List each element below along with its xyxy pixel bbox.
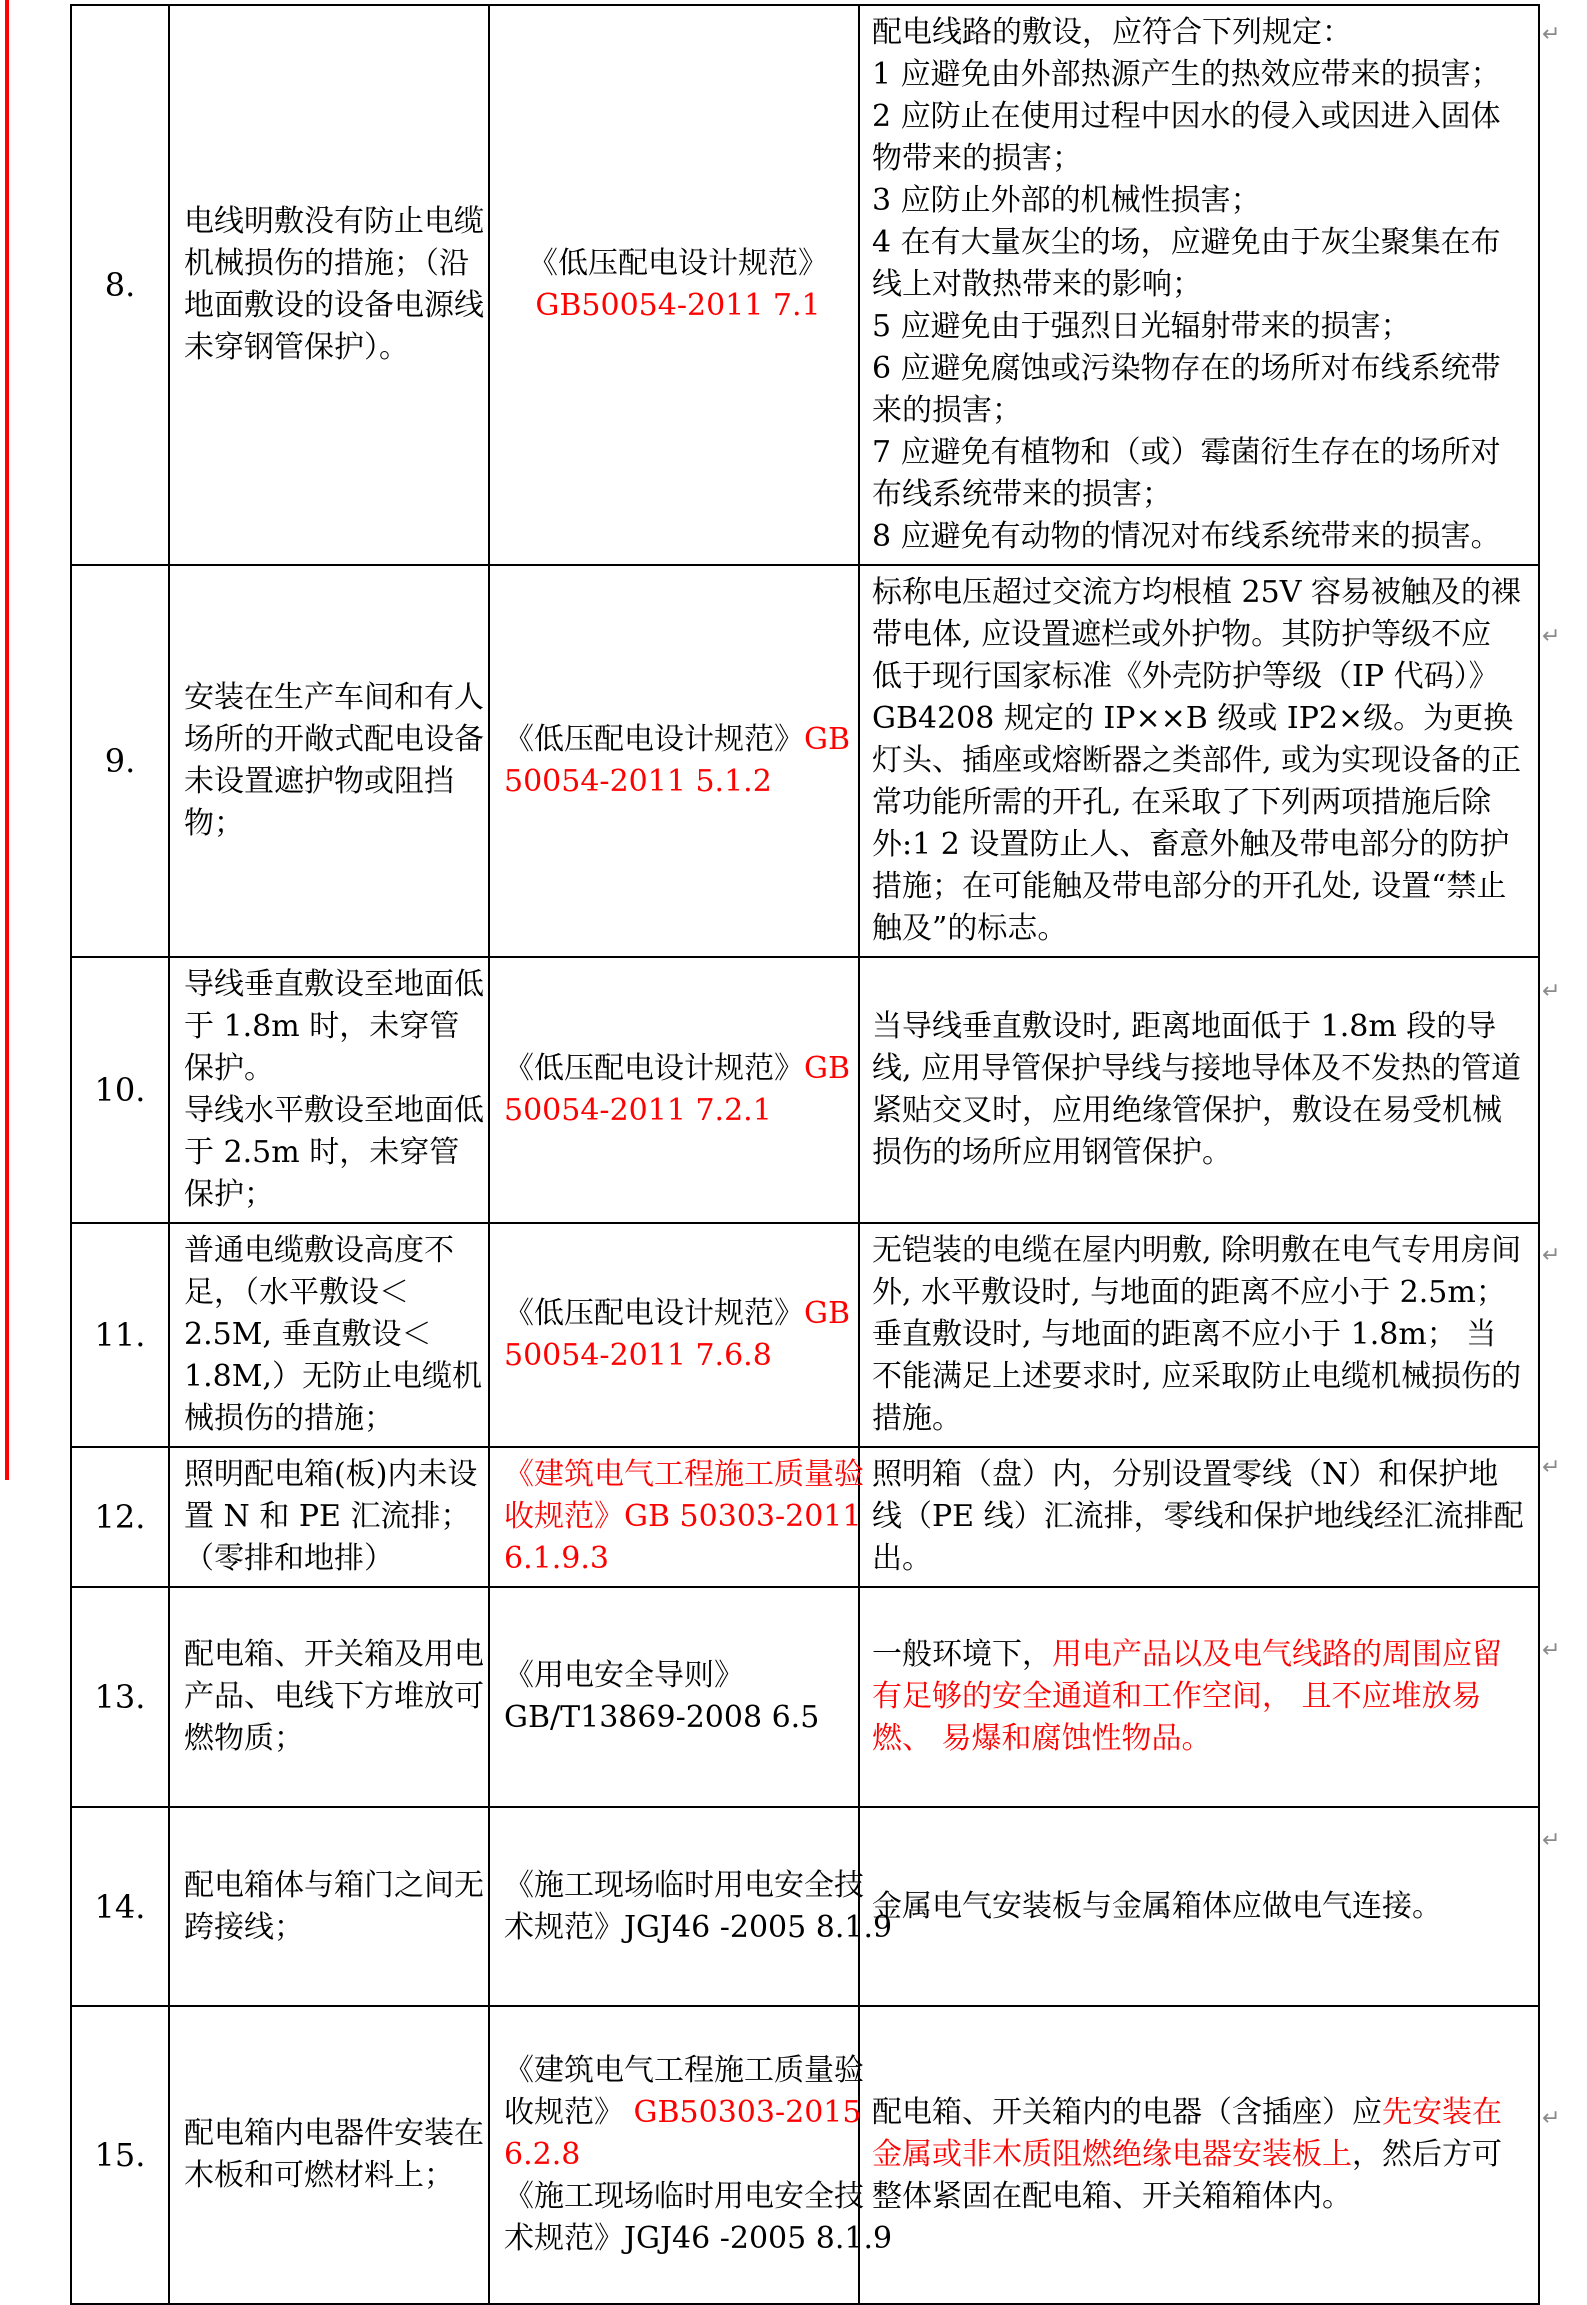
reference-line [504,2176,864,2218]
problem-cell [169,565,489,957]
problem-paragraph: 导线垂直敷设至地面低于 1.8m 时，未穿管保护。 [184,967,484,1086]
paragraph-mark-icon: ↵ [1542,1455,1561,1480]
reference-line [504,761,852,803]
row-number-cell [71,1807,169,2006]
red-text-run: 收规范》GB 50303-2011 [504,1499,862,1534]
reference-line [504,1538,852,1580]
paragraph-mark-icon: ↵ [1542,2106,1561,2131]
reference-line [504,719,852,761]
table-row-15 [71,2006,1539,2304]
regulation-paragraph [872,54,1524,96]
inspection-table-wrap [70,4,1540,2305]
regulation-paragraph [872,1886,1524,1928]
table-row-9 [71,565,1539,957]
row-number-cell [71,5,169,565]
problem-paragraph: 导线水平敷设至地面低于 2.5m 时，未穿管保护； [184,1093,484,1212]
text-run: 《建筑电气工程施工质量验 [504,2053,864,2088]
text-run: 3 应防止外部的机械性损害； [872,183,1261,218]
regulation-cell [859,1447,1539,1587]
problem-cell [169,957,489,1223]
problem-paragraph: 照明配电箱(板)内未设置 N 和 PE 汇流排；（零排和地排） [184,1457,478,1576]
text-run: 一般环境下， [872,1637,1052,1672]
text-run: 《低压配电设计规范》 [528,246,828,281]
text-run: 8 应避免有动物的情况对布线系统带来的损害。 [872,519,1501,554]
reference-cell [489,1807,893,2006]
red-text-run: GB50303-2015 [624,2095,862,2130]
problem-paragraph: 电线明敷没有防止电缆机械损伤的措施；（沿地面敷设的设备电源线未穿钢管保护）。 [184,204,484,365]
reference-cell [489,2006,893,2304]
row-number-cell [71,565,169,957]
row-number-cell [71,1587,169,1807]
paragraph-mark-icon: ↵ [1542,624,1561,649]
reference-line [504,285,852,327]
text-run: 术规范》JGJ46 -2005 8.1.9 [504,1909,893,1945]
row-number-cell [71,957,169,1223]
table-row-13 [71,1587,1539,1807]
revision-change-bar [5,0,9,1480]
regulation-cell [859,5,1539,565]
text-run: 术规范》JGJ46 -2005 8.1.9 [504,2221,893,2256]
reference-line [504,1293,852,1335]
regulation-paragraph [872,12,1524,54]
problem-cell [169,5,489,565]
red-text-run: 先安装在金属或非木质阻燃绝缘电器安装板上 [872,2095,1502,2172]
row-number: 14. [94,1887,146,1926]
regulation-cell [859,957,1539,1223]
text-run: 配电箱、开关箱内的电器（含插座）应 [872,2095,1382,2130]
regulation-cell [859,1807,1539,2006]
red-text-run: 6.2.8 [504,2137,581,2172]
reference-cell [489,1587,859,1807]
regulation-paragraph [872,1006,1524,1174]
regulation-paragraph [872,1634,1524,1760]
regulation-paragraph [872,180,1524,222]
reference-line [504,1907,893,1949]
problem-paragraph: 安装在生产车间和有人场所的开敞式配电设备未设置遮护物或阻挡物； [184,680,484,841]
table-row-14 [71,1807,1539,2006]
reference-cell [489,1223,859,1447]
text-run: 无铠装的电缆在屋内明敷, 除明敷在电气专用房间外, 水平敷设时, 与地面的距离不应小于 2.5m； 垂直敷设时, 与地面的距离不应小于 1.8m； 当不能满足上述要求时, 应采取防止电缆机械损伤的措施。 [872,1233,1522,1436]
regulation-paragraph [872,306,1524,348]
problem-paragraph: 配电箱体与箱门之间无跨接线； [184,1867,484,1945]
text-run: 5 应避免由于强烈日光辐射带来的损害； [872,309,1411,344]
text-run: GB/T13869-2008 6.5 [504,1700,820,1735]
table-row-12 [71,1447,1539,1587]
row-number: 11. [94,1316,146,1354]
text-run: 2 应防止在使用过程中因水的侵入或因进入固体物带来的损害； [872,99,1501,176]
problem-paragraph: 配电箱、开关箱及用电产品、电线下方堆放可燃物质； [184,1637,484,1756]
regulation-paragraph [872,432,1524,516]
problem-cell [169,1587,489,1807]
text-run: 4 在有大量灰尘的场，应避免由于灰尘聚集在布线上对散热带来的影响； [872,225,1501,302]
reference-line [504,2134,852,2176]
row-number: 15. [94,2136,146,2174]
text-run: 7 应避免有植物和（或）霉菌衍生存在的场所对布线系统带来的损害； [872,435,1501,512]
text-run: 金属电气安装板与金属箱体应做电气连接。 [872,1888,1442,1924]
red-text-run: GB [804,722,851,757]
row-number: 13. [94,1678,146,1716]
text-run: 《低压配电设计规范》 [504,1051,804,1086]
text-run: 6 应避免腐蚀或污染物存在的场所对布线系统带来的损害； [872,351,1501,428]
regulation-paragraph [872,1454,1524,1580]
row-number-cell [71,1223,169,1447]
text-run: 收规范》 [504,2095,624,2130]
reference-line [504,1655,852,1697]
regulation-paragraph [872,2092,1524,2218]
reference-line [504,1454,864,1496]
regulation-paragraph [872,96,1524,180]
regulation-cell [859,1587,1539,1807]
text-run: 《低压配电设计规范》 [504,1296,804,1331]
text-run: 《用电安全导则》 [504,1658,744,1693]
regulation-cell [859,2006,1539,2304]
paragraph-mark-icon: ↵ [1542,22,1561,47]
row-number-cell [71,1447,169,1587]
regulation-paragraph [872,222,1524,306]
problem-cell [169,2006,489,2304]
red-text-run: 用电产品以及电气线路的周围应留有足够的安全通道和工作空间， 且不应堆放易燃、 易爆和腐蚀性物品。 [872,1637,1502,1756]
paragraph-mark-icon: ↵ [1542,1828,1561,1853]
reference-cell [489,957,859,1223]
text-run: 1 应避免由外部热源产生的热效应带来的损害； [872,57,1501,92]
reference-cell [489,5,859,565]
regulation-paragraph [872,516,1524,558]
text-run: 标称电压超过交流方均根植 25V 容易被触及的裸带电体, 应设置遮栏或外护物。其防护等级不应 低于现行国家标准《外壳防护等级（IP 代码）》GB4208 规定的 IP××B 级或 IP2×级。为更换灯头、插座或熔断器之类部件, 或为实现设备的正常功能所需的开孔, 在采取了下列两项措施后除外:1 2 设置防止人、畜意外触及带电部分的防护措施；在可能触及带电部分的开孔处, 设置“禁止触及”的标志。 [872,575,1522,946]
paragraph-mark-icon: ↵ [1542,979,1561,1004]
text-run: 《施工现场临时用电安全技 [504,2179,864,2214]
red-text-run: 50054-2011 5.1.2 [504,764,772,799]
red-text-run: 50054-2011 7.2.1 [504,1093,772,1128]
regulation-cell [859,1223,1539,1447]
problem-cell [169,1807,489,2006]
table-row-10 [71,957,1539,1223]
issue-table-body [71,5,1539,2304]
table-row-8 [71,5,1539,565]
reference-cell [489,1447,864,1587]
red-text-run: 50054-2011 7.6.8 [504,1338,772,1373]
text-run: 配电线路的敷设，应符合下列规定： [872,15,1352,50]
red-text-run: GB [804,1051,851,1086]
reference-line [504,2092,862,2134]
reference-line [504,1865,864,1907]
text-run: 当导线垂直敷设时, 距离地面低于 1.8m 段的导线, 应用导管保护导线与接地导体及不发热的管道紧贴交叉时，应用绝缘管保护，敷设在易受机械损伤的场所应用钢管保护。 [872,1009,1522,1170]
red-text-run: 6.1.9.3 [504,1541,609,1576]
row-number: 9. [104,742,136,780]
reference-line [504,1048,852,1090]
red-text-run: GB [804,1296,851,1331]
inspection-table [70,4,1540,2305]
text-run: 照明箱（盘）内，分别设置零线（N）和保护地线（PE 线）汇流排，零线和保护地线经汇流排配出。 [872,1457,1524,1576]
row-number: 8. [104,266,136,304]
red-text-run: 《建筑电气工程施工质量验 [504,1457,864,1492]
reference-line [504,1496,862,1538]
text-run: ，然后方可整体紧固在配电箱、开关箱箱体内。 [872,2137,1502,2214]
regulation-paragraph [872,572,1524,950]
reference-line [504,243,852,285]
row-number: 12. [94,1498,146,1536]
problem-cell [169,1447,489,1587]
table-row-11 [71,1223,1539,1447]
row-number: 10. [94,1071,146,1109]
row-number-cell [71,2006,169,2304]
reference-line [504,1335,852,1377]
text-run: 《低压配电设计规范》 [504,722,804,757]
reference-line [504,2050,864,2092]
problem-paragraph: 普通电缆敷设高度不足，（水平敷设＜2.5M, 垂直敷设＜1.8M,）无防止电缆机械损伤的措施； [184,1233,482,1436]
reference-cell [489,565,859,957]
text-run: 《施工现场临时用电安全技 [504,1867,864,1903]
paragraph-mark-icon: ↵ [1542,1243,1561,1268]
paragraph-mark-icon: ↵ [1542,1638,1561,1663]
problem-paragraph: 配电箱内电器件安装在木板和可燃材料上； [184,2116,484,2193]
regulation-paragraph [872,1230,1524,1440]
reference-line [504,2218,893,2260]
reference-line [504,1697,852,1739]
regulation-paragraph [872,348,1524,432]
problem-cell [169,1223,489,1447]
regulation-cell [859,565,1539,957]
reference-line [504,1090,852,1132]
red-text-run: GB50054-2011 7.1 [535,288,821,323]
